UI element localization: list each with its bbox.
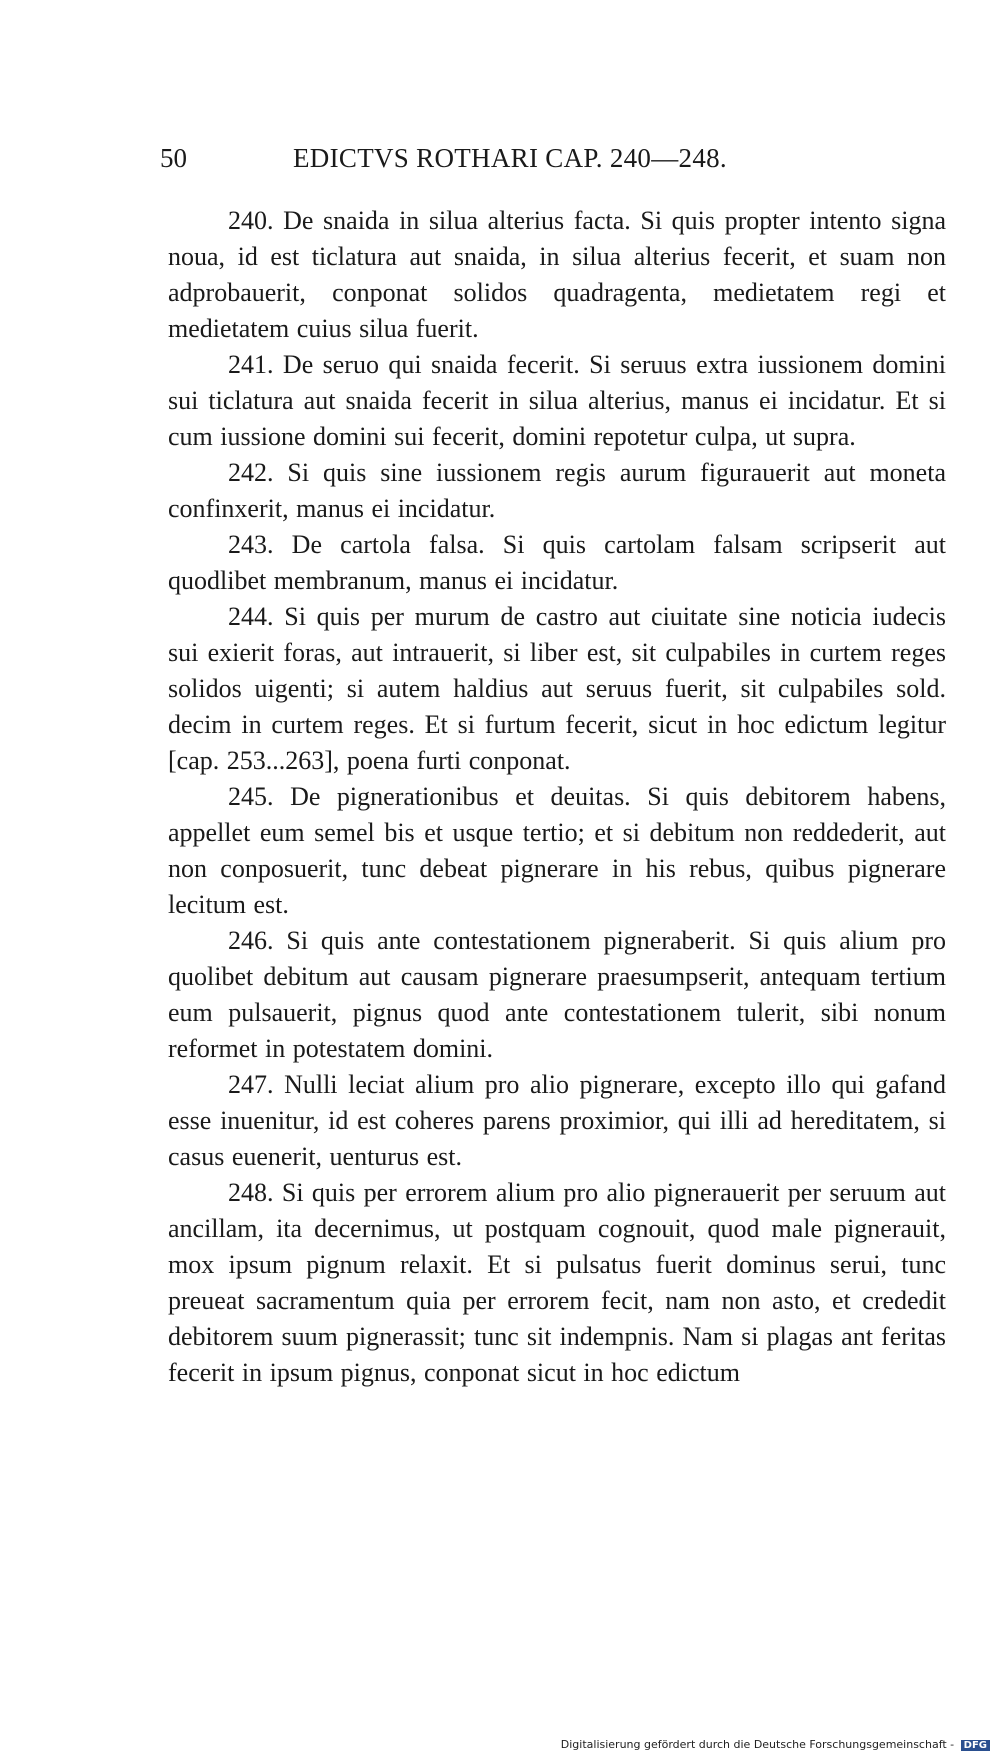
chapter-number: 240. bbox=[228, 206, 274, 235]
chapter-text: De snaida in silua alterius facta. Si quis propter intento signa noua, id est ticlatura aut snaida, in silua alterius fecerit, et suam non adprobauerit, conponat solidos quadragenta, medietatem regi et medietatem cuius silua fuerit. bbox=[168, 206, 946, 343]
chapter-text: Nulli leciat alium pro alio pignerare, excepto illo qui gafand esse inuenitur, id est coheres parens proximior, qui illi ad hereditatem, si casus euenerit, uenturus est. bbox=[168, 1070, 946, 1171]
chapter-text: De cartola falsa. Si quis cartolam falsam scripserit aut quodlibet membranum, manus ei incidatur. bbox=[168, 530, 947, 595]
chapter-text: De pignerationibus et deuitas. Si quis debitorem habens, appellet eum semel bis et usque tertio; et si debitum non reddederit, aut non conposuerit, tunc debeat pignerare in his rebus, quibus pignerare lecitum est. bbox=[168, 782, 947, 919]
chapter-number: 246. bbox=[228, 926, 274, 955]
edict-body bbox=[168, 203, 946, 1391]
dfg-logo: DFG bbox=[961, 1740, 990, 1751]
digitization-credit bbox=[561, 1738, 990, 1751]
chapter-number: 241. bbox=[228, 350, 274, 379]
running-title: EDICTVS ROTHARI CAP. 240—248. bbox=[293, 143, 727, 173]
chapter-number: 244. bbox=[228, 602, 274, 631]
credit-text: Digitalisierung gefördert durch die Deutsche Forschungsgemeinschaft - bbox=[560, 1738, 955, 1751]
chapter-text: Si quis sine iussionem regis aurum figurauerit aut moneta confinxerit, manus ei incidatur. bbox=[168, 458, 946, 523]
chapter-242 bbox=[168, 455, 946, 527]
chapter-text: Si quis per murum de castro aut ciuitate sine noticia iudecis sui exierit foras, aut intrauerit, si liber est, sit culpabiles in curtem reges solidos uigenti; si autem haldius aut seruus fuerit, sit culpabiles sold. decim in curtem reges. Et si furtum fecerit, sicut in hoc edictum legitur [cap. 253...263], poena furti conponat. bbox=[168, 602, 946, 775]
chapter-244 bbox=[168, 599, 946, 779]
chapter-number: 242. bbox=[228, 458, 274, 487]
page-number: 50 bbox=[160, 143, 187, 173]
chapter-247 bbox=[168, 1067, 946, 1175]
running-head bbox=[160, 140, 800, 176]
chapter-text: De seruo qui snaida fecerit. Si seruus extra iussionem domini sui ticlatura aut snaida fecerit in silua alterius, manus ei incidatur. Et si cum iussione domini sui fecerit, domini repotetur culpa, ut supra. bbox=[168, 350, 946, 451]
chapter-text: Si quis per errorem alium pro alio pignerauerit per seruum aut ancillam, ita decernimus, ut postquam cognouit, quod male pignerauit, mox ipsum pignum relaxit. Et si pulsatus fuerit dominus serui, tunc preueat sacramentum quia per errorem fecit, nam non asto, et crededit debitorem suum pignerassit; tunc sit indempnis. Nam si plagas ant feritas fecerit in ipsum pignus, conponat sicut in hoc edictum bbox=[168, 1178, 947, 1387]
chapter-241 bbox=[168, 347, 946, 455]
chapter-240 bbox=[168, 203, 946, 347]
chapter-245 bbox=[168, 779, 946, 923]
chapter-number: 247. bbox=[228, 1070, 274, 1099]
chapter-number: 243. bbox=[228, 530, 274, 559]
chapter-text: Si quis ante contestationem pigneraberit. Si quis alium pro quolibet debitum aut causam pignerare praesumpserit, antequam tertium eum pulsauerit, pignus quod ante contestationem tulerit, sibi nonum reformet in potestatem domini. bbox=[168, 926, 947, 1063]
chapter-248 bbox=[168, 1175, 946, 1391]
chapter-number: 248. bbox=[228, 1178, 274, 1207]
chapter-243 bbox=[168, 527, 946, 599]
chapter-number: 245. bbox=[228, 782, 274, 811]
chapter-246 bbox=[168, 923, 946, 1067]
